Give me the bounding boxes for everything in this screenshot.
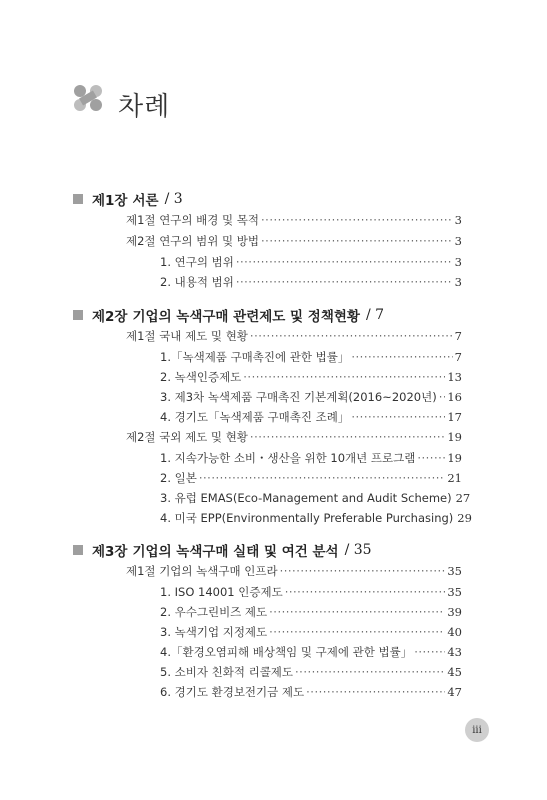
- section-label: 제2절 연구의 범위 및 방법: [126, 234, 260, 248]
- section-label: 제2절 국외 제도 및 현황: [126, 430, 248, 444]
- leader-dots: [414, 645, 445, 659]
- item-label: 1. 연구의 범위: [160, 255, 234, 269]
- toc-logo-icon: [73, 84, 103, 112]
- section-label: 제1절 연구의 배경 및 목적: [126, 213, 260, 227]
- item-label: 4. 미국 EPP(Environmentally Preferable Purchasing): [160, 511, 454, 525]
- leader-dots: [236, 255, 453, 269]
- item-label: 3. 유럽 EMAS(Eco-Management and Audit Scheme): [160, 491, 452, 505]
- leader-dots: [285, 585, 446, 599]
- toc-section-row[interactable]: [126, 429, 462, 445]
- toc-item-row[interactable]: [160, 349, 462, 365]
- chapter-page: / 3: [164, 191, 183, 207]
- toc-section-row[interactable]: [126, 233, 462, 249]
- toc-item-row[interactable]: [160, 389, 462, 405]
- item-page: 39: [447, 605, 462, 619]
- leader-dots: [250, 430, 445, 444]
- toc-item-row[interactable]: [160, 644, 462, 660]
- item-page: 21: [447, 471, 462, 485]
- toc-item-row[interactable]: [160, 450, 462, 466]
- chapter-label: 제1장: [92, 193, 128, 209]
- item-page: 17: [447, 410, 462, 424]
- leader-dots: [199, 471, 446, 485]
- section-label: 제1절 기업의 녹색구매 인프라: [126, 564, 278, 578]
- toc-item-row[interactable]: [160, 584, 462, 600]
- toc-item-row[interactable]: [160, 274, 462, 290]
- item-label: 1. ISO 14001 인증제도: [160, 585, 283, 599]
- toc-item-row[interactable]: [160, 624, 462, 640]
- chapter-label: 제2장: [92, 309, 128, 325]
- chapter-page: / 35: [344, 542, 372, 558]
- section-page: 35: [447, 564, 462, 578]
- toc-item-row[interactable]: [160, 409, 462, 425]
- leader-dots: [417, 451, 445, 465]
- leader-dots: [261, 213, 453, 227]
- item-page: 45: [447, 665, 462, 679]
- leader-dots: [306, 685, 445, 699]
- chapter-title: 기업의 녹색구매 관련제도 및 정책현황: [132, 309, 360, 325]
- leader-dots: [269, 605, 445, 619]
- item-label: 2. 녹색인증제도: [160, 370, 242, 384]
- toc-item-row[interactable]: [160, 490, 471, 506]
- toc-item-row[interactable]: [160, 470, 462, 486]
- toc-item-row[interactable]: [160, 604, 462, 620]
- item-label: 1.「녹색제품 구매촉진에 관한 법률」: [160, 350, 350, 364]
- chapter-bullet-icon: [73, 194, 83, 204]
- item-label: 3. 제3차 녹색제품 구매촉진 기본계획(2016~2020년): [160, 390, 437, 404]
- item-page: 7: [454, 350, 462, 364]
- toc-section-row[interactable]: [126, 328, 462, 344]
- item-page: 3: [454, 255, 462, 269]
- item-label: 2. 우수그린비즈 제도: [160, 605, 268, 619]
- toc-section-row[interactable]: [126, 212, 462, 228]
- item-label: 4. 경기도「녹색제품 구매촉진 조례」: [160, 410, 350, 424]
- chapter-bullet-icon: [73, 545, 83, 555]
- chapter-title: 서론: [132, 193, 159, 209]
- item-page: 29: [457, 511, 472, 525]
- item-page: 35: [447, 585, 462, 599]
- leader-dots: [351, 350, 452, 364]
- item-label: 5. 소비자 친화적 리콜제도: [160, 665, 294, 679]
- leader-dots: [236, 275, 453, 289]
- item-label: 2. 일본: [160, 471, 197, 485]
- page-title: 차례: [118, 92, 171, 122]
- page-number-badge: iii: [465, 718, 489, 742]
- chapter-3-heading[interactable]: [73, 540, 372, 560]
- item-label: 1. 지속가능한 소비・생산을 위한 10개년 프로그램: [160, 451, 416, 465]
- section-page: 3: [454, 234, 462, 248]
- item-page: 3: [454, 275, 462, 289]
- chapter-page: / 7: [365, 307, 385, 323]
- item-label: 4.「환경오염피해 배상책임 및 구제에 관한 법률」: [160, 645, 413, 659]
- leader-dots: [439, 390, 446, 404]
- item-page: 43: [447, 645, 462, 659]
- toc-item-row[interactable]: [160, 664, 462, 680]
- section-page: 19: [447, 430, 462, 444]
- item-label: 6. 경기도 환경보전기금 제도: [160, 685, 305, 699]
- item-page: 27: [455, 491, 471, 505]
- chapter-1-heading[interactable]: [73, 189, 183, 209]
- chapter-2-heading[interactable]: [73, 305, 384, 325]
- leader-dots: [261, 234, 453, 248]
- item-page: 19: [447, 451, 462, 465]
- toc-section-row[interactable]: [126, 563, 462, 579]
- section-label: 제1절 국내 제도 및 현황: [126, 329, 248, 343]
- toc-item-row[interactable]: [160, 369, 462, 385]
- toc-item-row[interactable]: [160, 254, 462, 270]
- section-page: 7: [454, 329, 462, 343]
- toc-item-row[interactable]: [160, 684, 462, 700]
- toc-item-row[interactable]: [160, 510, 472, 526]
- item-page: 16: [447, 390, 462, 404]
- item-page: 13: [447, 370, 462, 384]
- chapter-title: 기업의 녹색구매 실태 및 여건 분석: [132, 544, 339, 560]
- leader-dots: [280, 564, 446, 578]
- leader-dots: [269, 625, 445, 639]
- chapter-label: 제3장: [92, 544, 128, 560]
- leader-dots: [243, 370, 445, 384]
- section-page: 3: [454, 213, 462, 227]
- item-page: 40: [447, 625, 462, 639]
- leader-dots: [250, 329, 453, 343]
- leader-dots: [295, 665, 445, 679]
- chapter-bullet-icon: [73, 310, 83, 320]
- item-page: 47: [447, 685, 462, 699]
- leader-dots: [351, 410, 445, 424]
- item-label: 3. 녹색기업 지정제도: [160, 625, 268, 639]
- item-label: 2. 내용적 범위: [160, 275, 234, 289]
